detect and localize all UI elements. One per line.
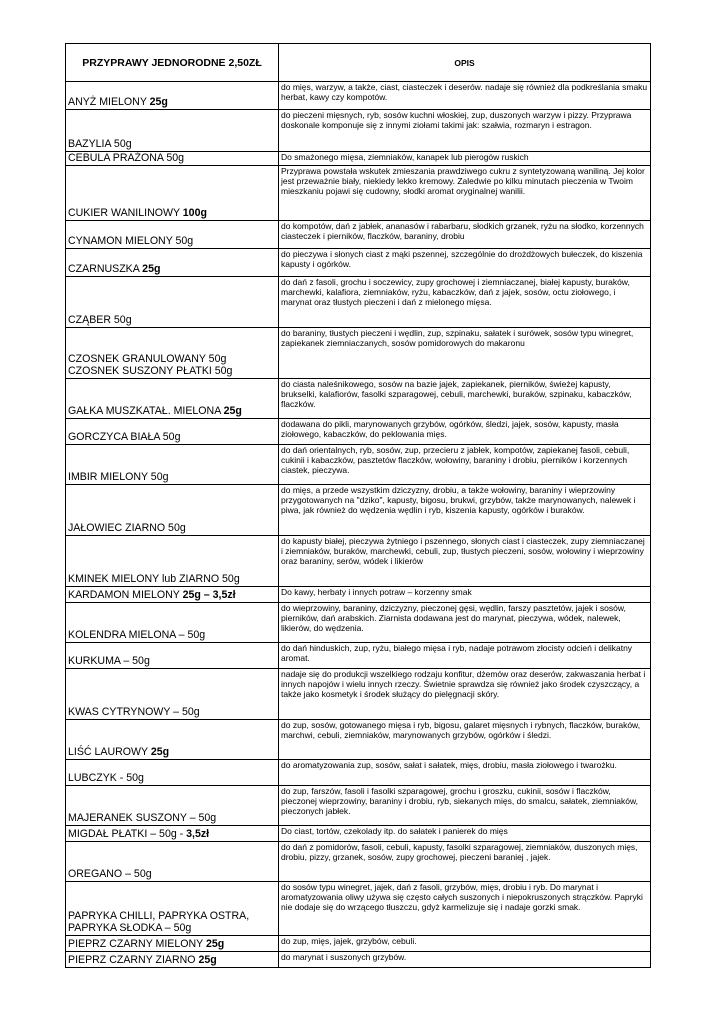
- spice-description: do zup, mięs, jajek, grzybów, cebuli.: [279, 936, 651, 952]
- spice-name-text: CZOSNEK GRANULOWANY 50g: [68, 353, 227, 365]
- table-row: [66, 760, 651, 786]
- spice-description: do dań z pomidorów, fasoli, cebuli, kapusty, fasolki szparagowej, ziemniaków, duszonych mięs, drobiu, pizzy, grzanek, sosów, zupy grochowej, pieczeni baraniej , jajek.: [279, 842, 651, 882]
- table-row: [66, 419, 651, 445]
- spice-name-text: BAZYLIA 50g: [68, 138, 132, 150]
- spice-name-text-2: CZOSNEK SUSZONY PŁATKI 50g: [68, 365, 233, 377]
- spice-name: [66, 603, 279, 643]
- spice-name: [66, 277, 279, 328]
- table-row: [66, 166, 651, 221]
- spice-description: do wieprzowiny, baraniny, dziczyzny, pieczonej gęsi, wędlin, farszy pasztetów, jajek i sosów, pierników, dań arabskich. Ziarnista dodawana jest do marynat, pieczywa, wódek, nalewek, likierów, do wędzenia.: [279, 603, 651, 643]
- table-row: [66, 643, 651, 669]
- spice-weight: 100g: [182, 207, 207, 219]
- spice-name: [66, 952, 279, 968]
- table-row: [66, 952, 651, 968]
- spice-description: do ciasta naleśnikowego, sosów na bazie jajek, zapiekanek, pierników, świeżej kapusty, brukselki, kalafiorów, fasolki szparagowej, cebuli, marchewki, buraków, szpinaku, kabaczków, flaczków.: [279, 379, 651, 419]
- spice-weight: 3,5zł: [186, 828, 210, 840]
- table-row: [66, 826, 651, 842]
- spice-name-text: PIEPRZ CZARNY ZIARNO: [68, 954, 199, 966]
- spice-table: [65, 43, 651, 968]
- spice-name-text: GAŁKA MUSZKATAŁ. MIELONA: [68, 405, 224, 417]
- table-row: [66, 445, 651, 485]
- spice-description: do baraniny, tłustych pieczeni i wędlin, zup, szpinaku, sałatek i surówek, sosów typu winegret, zapiekanek ziemniaczanych, sosów pomidorowych do makaronu: [279, 328, 651, 379]
- spice-name-text: CUKIER WANILINOWY: [68, 207, 183, 219]
- spice-weight: 25g: [205, 938, 225, 950]
- table-row: [66, 936, 651, 952]
- spice-description: nadaje się do produkcji wszelkiego rodzaju konfitur, dżemów oraz deserów, zakwaszania herbat i innych napojów i wielu innych rzeczy. Świetnie sprawdza się również jako środek czyszczący, a także jako kosmetyk i środek służący do pielęgnacji skóry.: [279, 669, 651, 720]
- spice-name-text: LUBCZYK - 50g: [68, 772, 144, 784]
- spice-name-text: KOLENDRA MIELONA – 50g: [68, 629, 206, 641]
- table-row: [66, 603, 651, 643]
- table-row: [66, 152, 651, 166]
- table-row: [66, 82, 651, 110]
- spice-description: Do kawy, herbaty i innych potraw – korzenny smak: [279, 587, 651, 603]
- spice-weight: 25g: [150, 746, 170, 758]
- spice-name: [66, 643, 279, 669]
- spice-description: do mięs, a przede wszystkim dziczyzny, drobiu, a także wołowiny, baraniny i wieprzowiny przygotowanych na "dziko", kapusty, bigosu, brukwi, grzybów, także marynowanych, nalewek i piwa, jak również do wędzenia wędlin i ryb, kiszenia kapusty, ogórków i buraków.: [279, 485, 651, 536]
- spice-name: [66, 445, 279, 485]
- spice-name: [66, 110, 279, 152]
- spice-name: [66, 826, 279, 842]
- spice-weight: 25g: [149, 96, 168, 108]
- spice-name-text: CZARNUSZKA: [68, 263, 143, 275]
- spice-description: do aromatyzowania zup, sosów, sałat i sałatek, mięs, drobiu, masła ziołowego i twarożku.: [279, 760, 651, 786]
- spice-name: [66, 720, 279, 760]
- spice-description: do dań hinduskich, zup, ryżu, białego mięsa i ryb, nadaje potrawom złocisty odcień i delikatny aromat.: [279, 643, 651, 669]
- table-row: [66, 786, 651, 826]
- spice-name-text: MIGDAŁ PŁATKI – 50g -: [68, 828, 187, 840]
- spice-name-text: MAJERANEK SUSZONY – 50g: [68, 812, 217, 824]
- spice-name: [66, 249, 279, 277]
- spice-name-text: JAŁOWIEC ZIARNO 50g: [68, 522, 186, 534]
- table-row: [66, 720, 651, 760]
- table-row: [66, 669, 651, 720]
- spice-description: do mięs, warzyw, a także, ciast, ciasteczek i deserów. nadaje się również dla podkreślania smaku herbat, kawy czy kompotów.: [279, 82, 651, 110]
- spice-name-text: PAPRYKA CHILLI, PAPRYKA OSTRA,: [68, 910, 250, 922]
- spice-description: Do smażonego mięsa, ziemniaków, kanapek lub pierogów ruskich: [279, 152, 651, 166]
- spice-name-text-2: PAPRYKA SŁODKA – 50g: [68, 922, 192, 934]
- spice-name: [66, 882, 279, 936]
- table-row: [66, 536, 651, 587]
- spice-name-text: KURKUMA – 50g: [68, 655, 150, 667]
- table-row: [66, 110, 651, 152]
- spice-name-text: IMBIR MIELONY 50g: [68, 471, 169, 483]
- table-row: [66, 379, 651, 419]
- spice-name: [66, 152, 279, 166]
- spice-name: [66, 536, 279, 587]
- spice-name: [66, 936, 279, 952]
- spice-weight: 25g: [198, 954, 217, 966]
- spice-name-text: LIŚĆ LAUROWY: [68, 746, 151, 758]
- table-row: [66, 328, 651, 379]
- spice-name: [66, 221, 279, 249]
- spice-name: [66, 842, 279, 882]
- spice-name-text: CEBULA PRAŻONA 50g: [68, 152, 184, 164]
- spice-name: [66, 419, 279, 445]
- table-row: [66, 485, 651, 536]
- spice-description: dodawana do pikli, marynowanych grzybów, ogórków, śledzi, jajek, sosów, kapusty, masła ziołowego, kabaczków, do peklowania mięs.: [279, 419, 651, 445]
- spice-name: [66, 328, 279, 379]
- spice-name-text: KMINEK MIELONY lub ZIARNO 50g: [68, 573, 240, 585]
- spice-name-text: KARDAMON MIELONY: [68, 589, 183, 601]
- spice-weight: 25g: [142, 263, 161, 275]
- table-row: [66, 882, 651, 936]
- spice-description: Do ciast, tortów, czekolady itp. do sałatek i panierek do mięs: [279, 826, 651, 842]
- table-header-row: [66, 44, 651, 82]
- spice-description: do marynat i suszonych grzybów.: [279, 952, 651, 968]
- spice-name: [66, 760, 279, 786]
- spice-name-text: ANYŻ MIELONY: [68, 96, 150, 108]
- table-row: [66, 277, 651, 328]
- table-row: [66, 249, 651, 277]
- spice-name-text: KWAS CYTRYNOWY – 50g: [68, 706, 200, 718]
- header-description-column: OPIS: [279, 44, 651, 82]
- spice-name: [66, 587, 279, 603]
- spice-description: do zup, farszów, fasoli i fasolki szparagowej, grochu i groszku, cukinii, sosów i flaczków, pieczonej wieprzowiny, baraniny i drobiu, ryb, siekanych mięs, do smalcu, sałatek, ziemniaków, pieczonych jabłek.: [279, 786, 651, 826]
- spice-name-text: PIEPRZ CZARNY MIELONY: [68, 938, 206, 950]
- spice-name: [66, 166, 279, 221]
- spice-name: [66, 379, 279, 419]
- spice-description: do zup, sosów, gotowanego mięsa i ryb, bigosu, galaret mięsnych i rybnych, flaczków, buraków, marchwi, cebuli, ziemniaków, marynowanych grzybów, ogórków i śledzi.: [279, 720, 651, 760]
- spice-description: do pieczeni mięsnych, ryb, sosów kuchni włoskiej, zup, duszonych warzyw i pizzy. Przyprawa doskonale komponuje się z innymi ziołami takimi jak: szałwia, rozmaryn i estragon.: [279, 110, 651, 152]
- spice-name-text: OREGANO – 50g: [68, 868, 152, 880]
- spice-name-text: GORCZYCA BIAŁA 50g: [68, 431, 181, 443]
- spice-description: do dań orientalnych, ryb, sosów, zup, przecieru z jabłek, kompotów, zapiekanej fasoli, cebuli, cukinii i kabaczków, pasztetów flaczków, wołowiny, baraniny i drobiu, pierników i korzennych ciastek, pieczywa.: [279, 445, 651, 485]
- table-row: [66, 221, 651, 249]
- spice-description: do pieczywa i słonych ciast z mąki pszennej, szczególnie do drożdżowych bułeczek, do kiszenia kapusty i ogórków.: [279, 249, 651, 277]
- spice-weight: 25g – 3,5zł: [182, 589, 236, 601]
- spice-description: Przyprawa powstała wskutek zmieszania prawdziwego cukru z syntetyzowaną waniliną. Jej kolor jest przeważnie biały, niekiedy lekko kremowy. Zaledwie po kilku minutach pieczenia w Twoim mieszkaniu pojawi się cudowny, słodki aromat oryginalnej wanilii.: [279, 166, 651, 221]
- spice-description: do kapusty białej, pieczywa żytniego i pszennego, słonych ciast i ciasteczek, zupy ziemniaczanej i ziemniaków, buraków, marchewki, cebuli, zup, tłustych pieczeni, sosów, wołowiny i wieprzowiny oraz baraniny, serów, wódek i likierów: [279, 536, 651, 587]
- spice-name-text: CYNAMON MIELONY 50g: [68, 235, 194, 247]
- table-row: [66, 842, 651, 882]
- spice-name: [66, 485, 279, 536]
- spice-name-text: CZĄBER 50g: [68, 314, 132, 326]
- spice-description: do dań z fasoli, grochu i soczewicy, zupy grochowej i ziemniaczanej, białej kapusty, buraków, marchewki, kalafiora, ziemniaków, ryżu, kabaczków, dań z jajek, sosów, octu ziołowego, i marynat oraz tłustych pieczeni i dań z mielonego mięsa.: [279, 277, 651, 328]
- spice-description: do sosów typu winegret, jajek, dań z fasoli, grzybów, mięs, drobiu i ryb. Do marynat i aromatyzowania oliwy używa się często całych suszonych i niepokruszonych strączków. Papryki nie dodaje się do wrzącego tłuszczu, gdyż karmelizuje się i nadaje gorzki smak.: [279, 882, 651, 936]
- spice-weight: 25g: [223, 405, 242, 417]
- spice-name: [66, 82, 279, 110]
- table-row: [66, 587, 651, 603]
- spice-name: [66, 786, 279, 826]
- spice-description: do kompotów, dań z jabłek, ananasów i rabarbaru, słodkich grzanek, ryżu na słodko, korzennych ciasteczek i pierników, flaczków, baraniny, drobiu: [279, 221, 651, 249]
- header-name-column: PRZYPRAWY JEDNORODNE 2,50ZŁ: [66, 44, 279, 82]
- spice-name: [66, 669, 279, 720]
